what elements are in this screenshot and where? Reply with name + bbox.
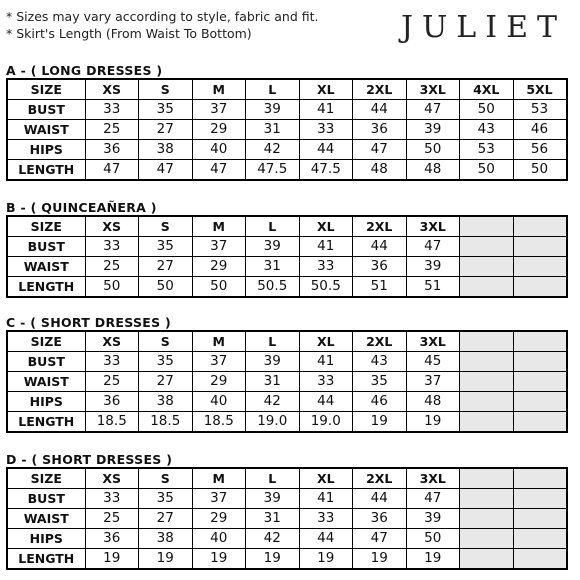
value-cell: 37 <box>192 352 246 372</box>
table-row <box>7 352 567 372</box>
value-cell: 38 <box>139 392 193 412</box>
value-cell: 47.5 <box>299 160 353 181</box>
header-cell: M <box>192 468 246 489</box>
value-cell: 39 <box>246 100 300 120</box>
value-cell: 47 <box>192 160 246 181</box>
header-cell: XL <box>299 79 353 100</box>
size-table-short-dresses-c <box>6 330 568 433</box>
value-cell: 19 <box>353 412 407 433</box>
value-cell: 19 <box>85 549 139 570</box>
value-cell: 19 <box>406 412 460 433</box>
value-cell: 35 <box>139 237 193 257</box>
section-title: B - ( QUINCEAÑERA ) <box>6 200 157 215</box>
value-cell: 19 <box>139 549 193 570</box>
value-cell: 39 <box>406 257 460 277</box>
value-cell: 41 <box>299 489 353 509</box>
empty-cell <box>460 529 514 549</box>
value-cell: 48 <box>406 392 460 412</box>
value-cell: 41 <box>299 352 353 372</box>
value-cell: 33 <box>299 509 353 529</box>
value-cell: 25 <box>85 509 139 529</box>
value-cell: 19 <box>192 549 246 570</box>
header-cell: XS <box>85 331 139 352</box>
row-label: HIPS <box>7 529 85 549</box>
value-cell: 35 <box>139 100 193 120</box>
value-cell: 27 <box>139 509 193 529</box>
row-label: WAIST <box>7 372 85 392</box>
header-cell: SIZE <box>7 468 85 489</box>
value-cell: 19.0 <box>299 412 353 433</box>
row-label: BUST <box>7 489 85 509</box>
header-cell: M <box>192 331 246 352</box>
value-cell: 40 <box>192 392 246 412</box>
empty-cell <box>513 237 567 257</box>
value-cell: 39 <box>246 489 300 509</box>
section-long-dresses <box>6 64 566 181</box>
value-cell: 50.5 <box>299 277 353 298</box>
size-table-quinceanera <box>6 215 568 298</box>
empty-cell <box>513 468 567 489</box>
table-header-row <box>7 79 567 100</box>
value-cell: 39 <box>406 509 460 529</box>
value-cell: 44 <box>353 100 407 120</box>
value-cell: 38 <box>139 529 193 549</box>
value-cell: 27 <box>139 257 193 277</box>
value-cell: 29 <box>192 372 246 392</box>
empty-cell <box>460 412 514 433</box>
value-cell: 45 <box>406 352 460 372</box>
value-cell: 50 <box>192 277 246 298</box>
empty-cell <box>460 257 514 277</box>
table-row <box>7 412 567 433</box>
value-cell: 35 <box>139 352 193 372</box>
header-cell: S <box>139 331 193 352</box>
value-cell: 43 <box>353 352 407 372</box>
empty-cell <box>513 489 567 509</box>
row-label: LENGTH <box>7 549 85 570</box>
value-cell: 40 <box>192 529 246 549</box>
header-cell: 4XL <box>460 79 514 100</box>
value-cell: 33 <box>299 120 353 140</box>
empty-cell <box>513 216 567 237</box>
value-cell: 42 <box>246 140 300 160</box>
header-cell: XS <box>85 79 139 100</box>
row-label: LENGTH <box>7 277 85 298</box>
value-cell: 36 <box>353 120 407 140</box>
row-label: WAIST <box>7 509 85 529</box>
empty-cell <box>460 549 514 570</box>
value-cell: 36 <box>85 140 139 160</box>
header-cell: XS <box>85 468 139 489</box>
value-cell: 33 <box>85 100 139 120</box>
empty-cell <box>460 216 514 237</box>
value-cell: 19 <box>406 549 460 570</box>
value-cell: 36 <box>85 392 139 412</box>
header-cell: 3XL <box>406 79 460 100</box>
empty-cell <box>460 392 514 412</box>
header-cell: SIZE <box>7 331 85 352</box>
value-cell: 44 <box>353 237 407 257</box>
value-cell: 47 <box>406 100 460 120</box>
value-cell: 31 <box>246 120 300 140</box>
header-cell: 2XL <box>353 216 407 237</box>
empty-cell <box>460 468 514 489</box>
empty-cell <box>513 529 567 549</box>
value-cell: 35 <box>353 372 407 392</box>
header-cell: XL <box>299 216 353 237</box>
value-cell: 33 <box>299 257 353 277</box>
empty-cell <box>460 237 514 257</box>
value-cell: 35 <box>139 489 193 509</box>
value-cell: 44 <box>353 489 407 509</box>
header-cell: S <box>139 216 193 237</box>
empty-cell <box>513 549 567 570</box>
value-cell: 19 <box>246 549 300 570</box>
value-cell: 50 <box>139 277 193 298</box>
table-row <box>7 237 567 257</box>
value-cell: 39 <box>246 352 300 372</box>
empty-cell <box>513 352 567 372</box>
empty-cell <box>513 372 567 392</box>
value-cell: 18.5 <box>85 412 139 433</box>
header-cell: 3XL <box>406 331 460 352</box>
value-cell: 41 <box>299 237 353 257</box>
empty-cell <box>513 509 567 529</box>
value-cell: 47 <box>353 529 407 549</box>
value-cell: 50 <box>460 100 514 120</box>
row-label: BUST <box>7 237 85 257</box>
value-cell: 50.5 <box>246 277 300 298</box>
table-row <box>7 160 567 181</box>
value-cell: 47 <box>406 489 460 509</box>
value-cell: 33 <box>85 352 139 372</box>
value-cell: 44 <box>299 529 353 549</box>
value-cell: 33 <box>299 372 353 392</box>
section-title: D - ( SHORT DRESSES ) <box>6 452 173 467</box>
value-cell: 50 <box>513 160 567 181</box>
table-header-row <box>7 468 567 489</box>
value-cell: 37 <box>192 100 246 120</box>
empty-cell <box>460 352 514 372</box>
value-cell: 29 <box>192 257 246 277</box>
value-cell: 50 <box>406 140 460 160</box>
value-cell: 53 <box>460 140 514 160</box>
header-cell: L <box>246 216 300 237</box>
empty-cell <box>460 509 514 529</box>
header-cell: L <box>246 79 300 100</box>
header-cell: SIZE <box>7 79 85 100</box>
header-cell: L <box>246 331 300 352</box>
row-label: LENGTH <box>7 412 85 433</box>
header-cell: XL <box>299 468 353 489</box>
value-cell: 36 <box>353 509 407 529</box>
table-row <box>7 509 567 529</box>
value-cell: 27 <box>139 120 193 140</box>
value-cell: 25 <box>85 372 139 392</box>
value-cell: 19.0 <box>246 412 300 433</box>
value-cell: 44 <box>299 392 353 412</box>
value-cell: 50 <box>460 160 514 181</box>
table-header-row <box>7 331 567 352</box>
value-cell: 42 <box>246 392 300 412</box>
value-cell: 41 <box>299 100 353 120</box>
value-cell: 37 <box>406 372 460 392</box>
empty-cell <box>513 277 567 298</box>
header-cell: XS <box>85 216 139 237</box>
value-cell: 43 <box>460 120 514 140</box>
note-line-2: * Skirt's Length (From Waist To Bottom) <box>6 26 252 41</box>
value-cell: 47.5 <box>246 160 300 181</box>
size-table-long-dresses <box>6 78 568 181</box>
value-cell: 31 <box>246 257 300 277</box>
table-row <box>7 100 567 120</box>
row-label: BUST <box>7 100 85 120</box>
row-label: HIPS <box>7 140 85 160</box>
value-cell: 36 <box>85 529 139 549</box>
row-label: HIPS <box>7 392 85 412</box>
value-cell: 46 <box>513 120 567 140</box>
value-cell: 37 <box>192 237 246 257</box>
header-cell: 5XL <box>513 79 567 100</box>
header-cell: 2XL <box>353 331 407 352</box>
brand-logo: JULIET <box>401 10 566 45</box>
header-cell: M <box>192 216 246 237</box>
table-row <box>7 372 567 392</box>
value-cell: 50 <box>85 277 139 298</box>
table-row <box>7 489 567 509</box>
value-cell: 29 <box>192 120 246 140</box>
table-row <box>7 257 567 277</box>
value-cell: 51 <box>406 277 460 298</box>
table-row <box>7 277 567 298</box>
value-cell: 42 <box>246 529 300 549</box>
header-cell: L <box>246 468 300 489</box>
value-cell: 27 <box>139 372 193 392</box>
header-cell: XL <box>299 331 353 352</box>
value-cell: 25 <box>85 257 139 277</box>
value-cell: 19 <box>299 549 353 570</box>
empty-cell <box>513 392 567 412</box>
value-cell: 47 <box>85 160 139 181</box>
row-label: WAIST <box>7 120 85 140</box>
value-cell: 39 <box>406 120 460 140</box>
section-short-dresses-c <box>6 316 566 433</box>
empty-cell <box>513 412 567 433</box>
value-cell: 19 <box>353 549 407 570</box>
value-cell: 51 <box>353 277 407 298</box>
value-cell: 38 <box>139 140 193 160</box>
value-cell: 39 <box>246 237 300 257</box>
header-cell: S <box>139 79 193 100</box>
row-label: WAIST <box>7 257 85 277</box>
value-cell: 36 <box>353 257 407 277</box>
section-quinceanera <box>6 201 566 298</box>
section-title: C - ( SHORT DRESSES ) <box>6 315 172 330</box>
value-cell: 47 <box>406 237 460 257</box>
empty-cell <box>460 277 514 298</box>
header-cell: 3XL <box>406 468 460 489</box>
row-label: BUST <box>7 352 85 372</box>
section-short-dresses-d <box>6 453 566 570</box>
empty-cell <box>460 489 514 509</box>
table-row <box>7 549 567 570</box>
value-cell: 48 <box>353 160 407 181</box>
table-row <box>7 120 567 140</box>
row-label: LENGTH <box>7 160 85 181</box>
value-cell: 48 <box>406 160 460 181</box>
value-cell: 47 <box>353 140 407 160</box>
value-cell: 37 <box>192 489 246 509</box>
section-title: A - ( LONG DRESSES ) <box>6 63 163 78</box>
empty-cell <box>460 331 514 352</box>
note-line-1: * Sizes may vary according to style, fabric and fit. <box>6 9 319 24</box>
size-table-short-dresses-d <box>6 467 568 570</box>
table-row <box>7 529 567 549</box>
header-cell: 2XL <box>353 468 407 489</box>
header-cell: SIZE <box>7 216 85 237</box>
value-cell: 18.5 <box>139 412 193 433</box>
empty-cell <box>460 372 514 392</box>
value-cell: 46 <box>353 392 407 412</box>
value-cell: 33 <box>85 489 139 509</box>
value-cell: 31 <box>246 509 300 529</box>
table-row <box>7 392 567 412</box>
empty-cell <box>513 257 567 277</box>
value-cell: 25 <box>85 120 139 140</box>
value-cell: 33 <box>85 237 139 257</box>
value-cell: 18.5 <box>192 412 246 433</box>
header-cell: S <box>139 468 193 489</box>
header-cell: M <box>192 79 246 100</box>
value-cell: 56 <box>513 140 567 160</box>
size-notes <box>6 8 319 42</box>
table-header-row <box>7 216 567 237</box>
value-cell: 31 <box>246 372 300 392</box>
value-cell: 47 <box>139 160 193 181</box>
value-cell: 53 <box>513 100 567 120</box>
value-cell: 29 <box>192 509 246 529</box>
value-cell: 50 <box>406 529 460 549</box>
value-cell: 40 <box>192 140 246 160</box>
value-cell: 44 <box>299 140 353 160</box>
header-cell: 2XL <box>353 79 407 100</box>
header-cell: 3XL <box>406 216 460 237</box>
table-row <box>7 140 567 160</box>
empty-cell <box>513 331 567 352</box>
